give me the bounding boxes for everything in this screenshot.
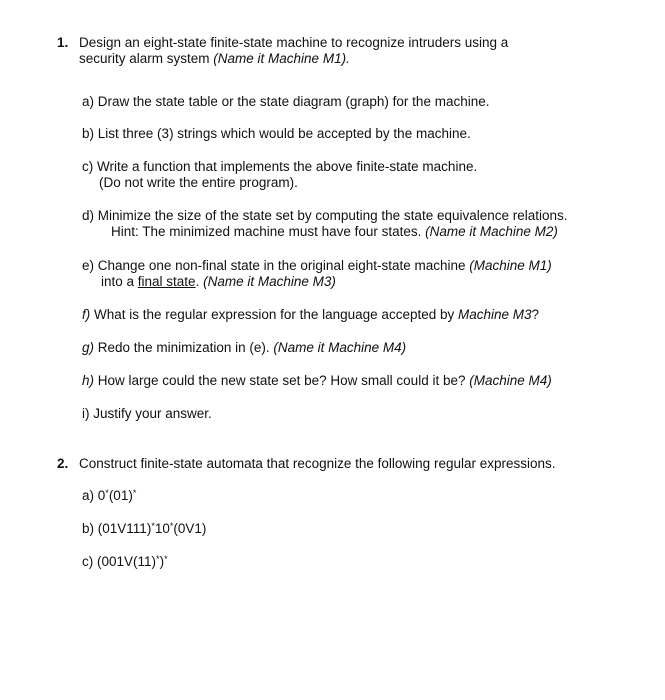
q1h-text-plain: How large could the new state set be? How small could it be? [97,373,470,388]
question-1-text: Design an eight-state finite-state machine to recognize intruders using a [79,35,509,50]
q1-part-d [82,208,568,224]
q1-part-e-line2 [101,274,336,290]
q1e-final-state: final state [137,274,196,289]
q1-line2-plain: security alarm system [79,51,214,66]
q1b-label: b) [82,126,95,141]
q2b-label: b) [82,521,95,536]
q1-part-c [82,159,477,175]
q1e-line2-italic: (Name it Machine M3) [203,274,336,289]
q2c-label: c) [82,554,94,569]
q1-part-h [82,373,552,389]
q1d-hint-italic: (Name it Machine M2) [425,224,558,239]
q1f-text-plain: What is the regular expression for the language accepted by [94,307,458,322]
q1f-text-end: ? [531,307,540,322]
q2b-star-1: * [151,521,155,531]
q1e-text-italic: (Machine M1) [469,258,552,273]
q1g-text-italic: (Name it Machine M4) [273,340,407,355]
q2-part-b [82,521,206,537]
q1h-label: h) [82,373,95,388]
q2-part-c [82,554,168,570]
q1d-hint-plain: Hint: The minimized machine must have four states. [111,224,426,239]
question-2-number: 2. [57,456,69,471]
q1a-label: a) [82,94,95,109]
q2c-star-2: * [164,554,168,564]
q2c-star-1: * [156,554,160,564]
q1d-label: d) [82,208,95,223]
q1-part-d-line2 [111,224,558,240]
q1-part-a [82,94,489,110]
q1e-line2-plain: into a [101,274,138,289]
q1c-text: Write a function that implements the above finite-state machine. [97,159,478,174]
q2b-expr-2: 10 [154,521,170,536]
q1i-label: i) [82,406,90,421]
q1-line2-italic: (Name it Machine M1). [213,51,350,66]
q1f-text-italic: Machine M3 [457,307,532,322]
q1h-text-italic: (Machine M4) [469,373,552,388]
q2b-star-2: * [169,521,174,531]
q1-part-f [82,307,539,323]
q2a-expr-2: (01) [108,488,133,503]
q1-part-g [82,340,406,356]
q2a-star-1: * [105,488,109,498]
q1f-label: f) [82,307,91,322]
q1i-text: Justify your answer. [93,406,212,421]
q2c-expr-2: ) [159,554,165,569]
q1e-line2-period: . [195,274,204,289]
q2b-expr-1: (01V111) [97,521,152,536]
q2a-expr-1: 0 [97,488,106,503]
q2a-star-2: * [132,488,137,498]
q2b-expr-3: (0V1) [173,521,207,536]
q1e-label: e) [82,258,95,273]
question-2-text: Construct finite-state automata that recognize the following regular expressions. [79,456,556,471]
q1d-text: Minimize the size of the state set by computing the state equivalence relations. [97,208,568,223]
question-1-number: 1. [57,35,69,50]
q1-part-b [82,126,471,142]
q2a-label: a) [82,488,95,503]
q2c-expr-1: (001V(11) [97,554,157,569]
q1g-label: g) [82,340,95,355]
q1g-text-plain: Redo the minimization in (e). [97,340,274,355]
q1a-text: Draw the state table or the state diagram (graph) for the machine. [97,94,490,109]
q2-part-a [82,488,136,504]
q1-part-i [82,406,212,422]
q1c-label: c) [82,159,94,174]
q1-part-e [82,258,552,274]
q1-part-c-line2: (Do not write the entire program). [99,175,298,190]
question-1-text-line2 [79,51,350,67]
q1b-text: List three (3) strings which would be accepted by the machine. [97,126,471,141]
q1e-text-plain: Change one non-final state in the original eight-state machine [97,258,470,273]
